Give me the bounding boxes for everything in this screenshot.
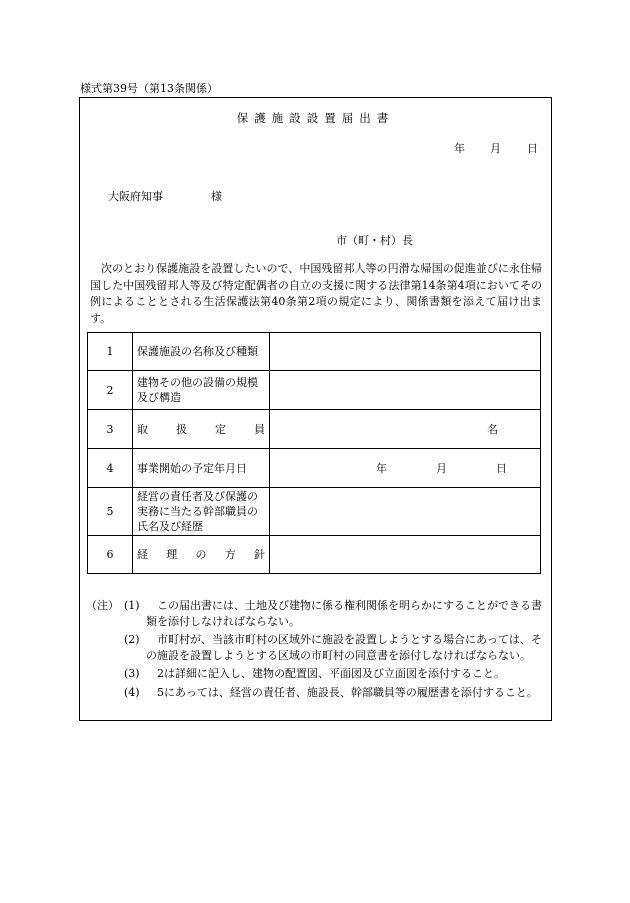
table-row: [88, 333, 541, 371]
row-number: 6: [88, 536, 133, 574]
capacity-unit: 名: [487, 423, 498, 436]
note-item: [86, 685, 548, 701]
building-structure-field[interactable]: [270, 371, 541, 410]
table-row: [88, 488, 541, 536]
label-char: 扱: [176, 422, 187, 436]
table-row: [88, 371, 541, 410]
declaration-text: 次のとおり保護施設を設置したいので、中国残留邦人等の円滑な帰国の促進並びに永住帰国した中国残留邦人等及び特定配偶者の自立の支援に関する法律第14条第4項においてその例によることとされる生活保護法第40条第2項の規定により、関係書類を添えて届け出ます。: [90, 262, 542, 325]
addressee-name: 大阪府知事: [108, 190, 163, 203]
table-row: [88, 410, 541, 449]
form-number: 様式第39号（第13条関係）: [80, 82, 218, 95]
date-month-label: 月: [490, 142, 501, 155]
table-row: [88, 536, 541, 574]
date-year-label: 年: [454, 142, 465, 155]
row-number: 4: [88, 449, 133, 488]
label-char: 定: [215, 422, 226, 436]
label-char: の: [195, 548, 207, 561]
label-char: 方: [224, 548, 236, 561]
start-month-label: 月: [436, 462, 447, 475]
note-number: (4): [124, 685, 140, 699]
start-day-label: 日: [496, 462, 507, 475]
row-label: 建物その他の設備の規模及び構造: [133, 371, 270, 410]
row-label: 事業開始の予定年月日: [133, 449, 270, 488]
notes-section: [86, 598, 548, 703]
label-char: 員: [254, 422, 265, 436]
sender-label: 市（町・村）長: [336, 234, 413, 247]
note-text: 5にあっては、経営の責任者、施設長、幹部職員等の履歴書を添付すること。: [157, 685, 538, 699]
row-label: 保護施設の名称及び種類: [133, 333, 270, 371]
table-row: [88, 449, 541, 488]
note-number: (1): [124, 599, 140, 612]
accounting-policy-field[interactable]: [270, 536, 541, 574]
date-day-label: 日: [527, 142, 538, 155]
note-text: 市町村が、当該市町村の区域外に施設を設置しようとする場合にあっては、その施設を設置しようとする区域の市町村の同意書を添付しなければならない。: [146, 633, 542, 662]
notes-heading: （注）: [86, 599, 119, 612]
row-label: [133, 536, 270, 574]
row-number: 5: [88, 488, 133, 536]
row-number: 2: [88, 371, 133, 410]
note-number: (3): [124, 667, 140, 680]
note-number: (2): [124, 633, 140, 646]
row-number: 3: [88, 410, 133, 449]
addressee-honorific: 様: [211, 190, 222, 203]
capacity-field[interactable]: [270, 410, 541, 449]
form-frame: [79, 97, 552, 721]
label-char: 理: [166, 548, 178, 561]
note-item: [86, 598, 548, 629]
manager-info-field[interactable]: [270, 488, 541, 536]
note-item: [86, 632, 548, 663]
note-item: [86, 666, 548, 682]
items-table: [87, 332, 541, 574]
row-label: 経営の責任者及び保護の実務に当たる幹部職員の氏名及び経歴: [133, 488, 270, 536]
note-text: 2は詳細に記入し、建物の配置図、平面図及び立面図を添付すること。: [157, 667, 505, 680]
row-number: 1: [88, 333, 133, 371]
facility-name-field[interactable]: [270, 333, 541, 371]
start-year-label: 年: [376, 462, 387, 475]
start-date-field[interactable]: [270, 449, 541, 488]
label-char: 取: [137, 422, 148, 436]
form-title: 保護施設設置届出書: [236, 111, 395, 125]
label-char: 針: [254, 548, 265, 561]
note-text: この届出書には、土地及び建物に係る権利関係を明らかにすることができる書類を添付しなければならない。: [146, 599, 542, 628]
row-label: [133, 410, 270, 449]
label-char: 経: [137, 548, 148, 561]
